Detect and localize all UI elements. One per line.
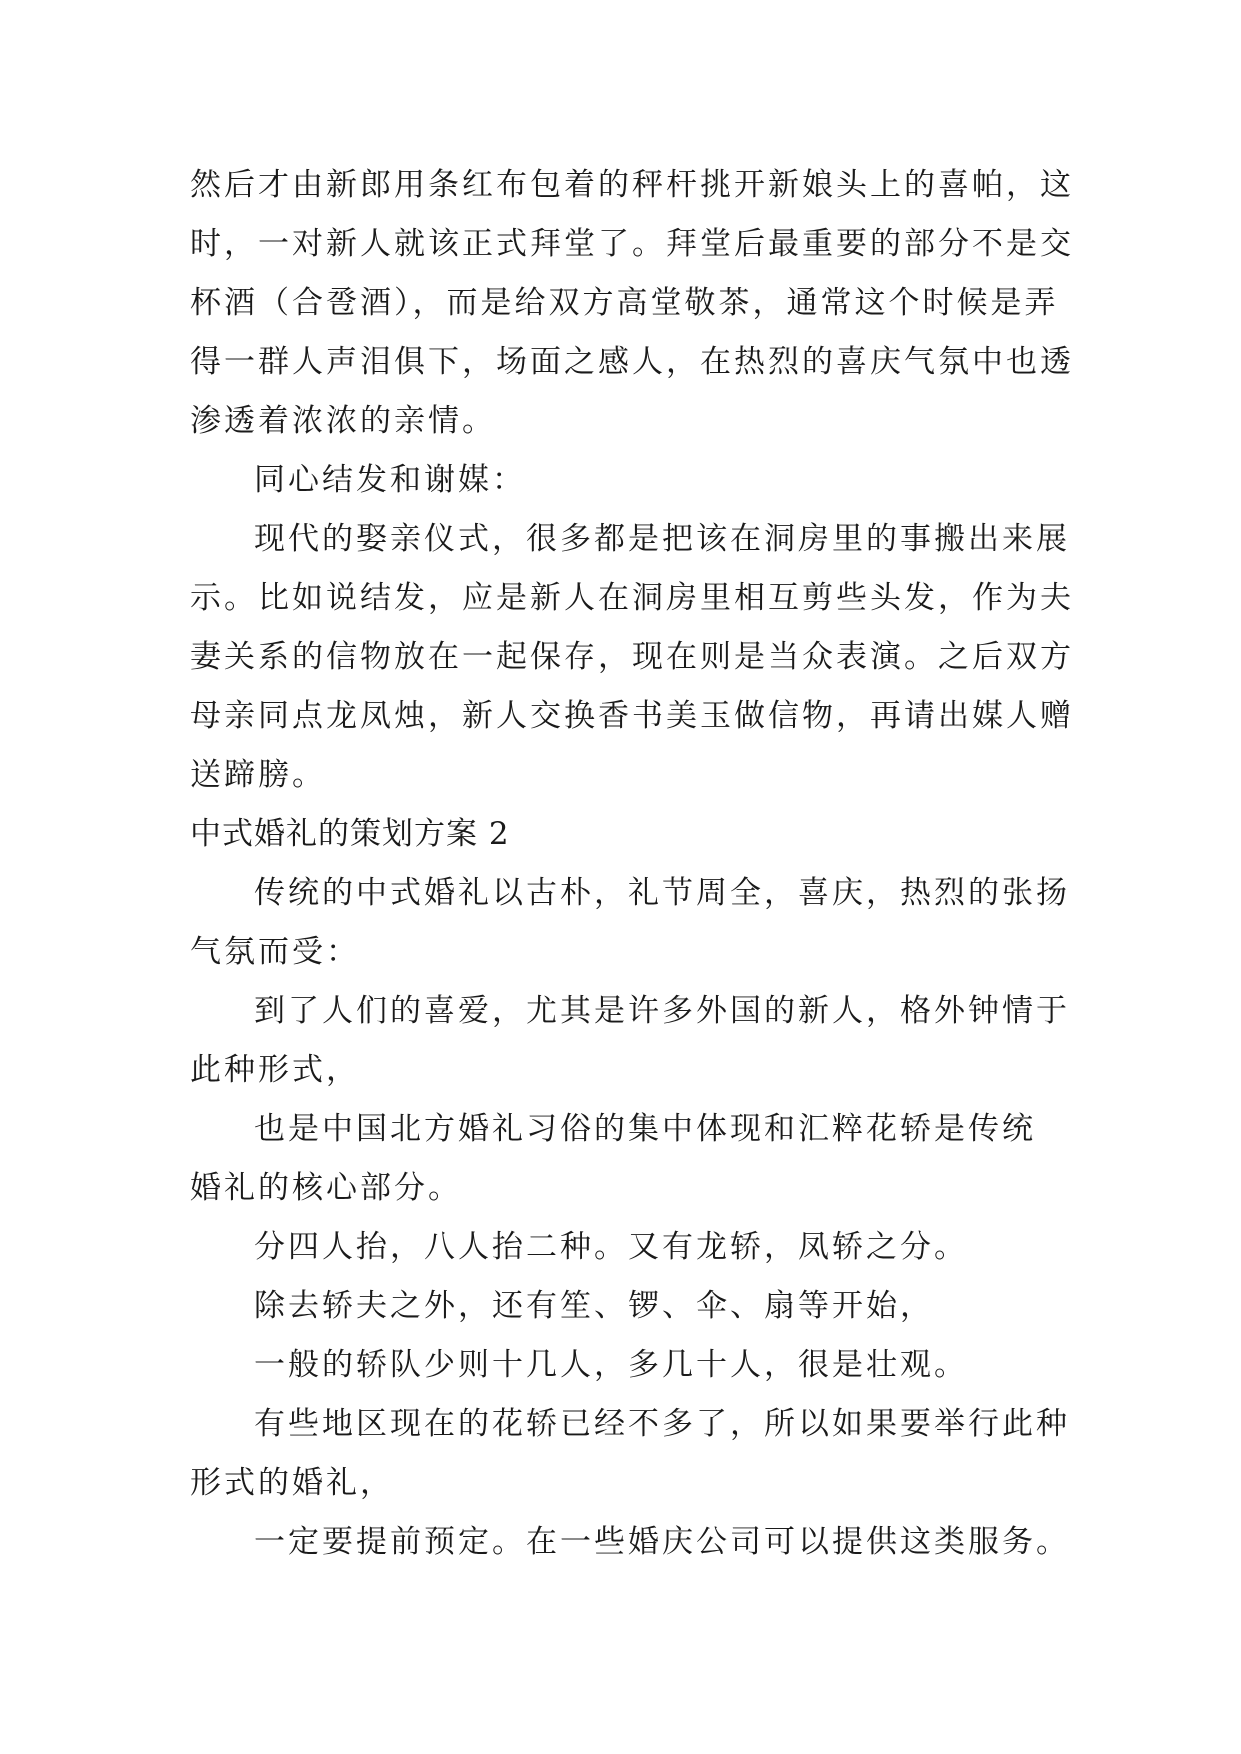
- text-line: 一定要提前预定。在一些婚庆公司可以提供这类服务。: [254, 1524, 1070, 1560]
- text-line: 然后才由新郎用条红布包着的秤杆挑开新娘头上的喜帕，这: [190, 167, 1074, 203]
- text-line: 形式的婚礼，: [190, 1465, 394, 1501]
- text-line: 气氛而受：: [190, 934, 360, 970]
- text-line: 时，一对新人就该正式拜堂了。拜堂后最重要的部分不是交: [190, 226, 1074, 262]
- text-line: 婚礼的核心部分。: [190, 1170, 462, 1206]
- text-line: 分四人抬，八人抬二种。又有龙轿，凤轿之分。: [254, 1229, 968, 1265]
- text-line: 渗透着浓浓的亲情。: [190, 403, 496, 439]
- text-line: 有些地区现在的花轿已经不多了，所以如果要举行此种: [254, 1406, 1070, 1442]
- text-line: 现代的娶亲仪式，很多都是把该在洞房里的事搬出来展: [254, 521, 1070, 557]
- text-line: 送蹄膀。: [190, 757, 326, 793]
- text-line: 母亲同点龙凤烛，新人交换香书美玉做信物，再请出媒人赠: [190, 698, 1074, 734]
- text-line: 得一群人声泪俱下，场面之感人，在热烈的喜庆气氛中也透: [190, 344, 1074, 380]
- text-line: 也是中国北方婚礼习俗的集中体现和汇粹花轿是传统: [254, 1111, 1036, 1147]
- text-line: 到了人们的喜爱，尤其是许多外国的新人，格外钟情于: [254, 993, 1070, 1029]
- text-line: 妻关系的信物放在一起保存，现在则是当众表演。之后双方: [190, 639, 1074, 675]
- document-body: [190, 156, 1074, 1572]
- text-line: 除去轿夫之外，还有笙、锣、伞、扇等开始，: [254, 1288, 934, 1324]
- text-line: 示。比如说结发，应是新人在洞房里相互剪些头发，作为夫: [190, 580, 1074, 616]
- section-heading: 中式婚礼的策划方案 2: [190, 816, 510, 852]
- text-line: 同心结发和谢媒：: [254, 462, 526, 498]
- text-line: 传统的中式婚礼以古朴，礼节周全，喜庆，热烈的张扬: [254, 875, 1070, 911]
- text-line: 此种形式，: [190, 1052, 360, 1088]
- text-line: 一般的轿队少则十几人，多几十人，很是壮观。: [254, 1347, 968, 1383]
- text-line: 杯酒（合卺酒），而是给双方高堂敬茶，通常这个时候是弄: [190, 285, 1059, 321]
